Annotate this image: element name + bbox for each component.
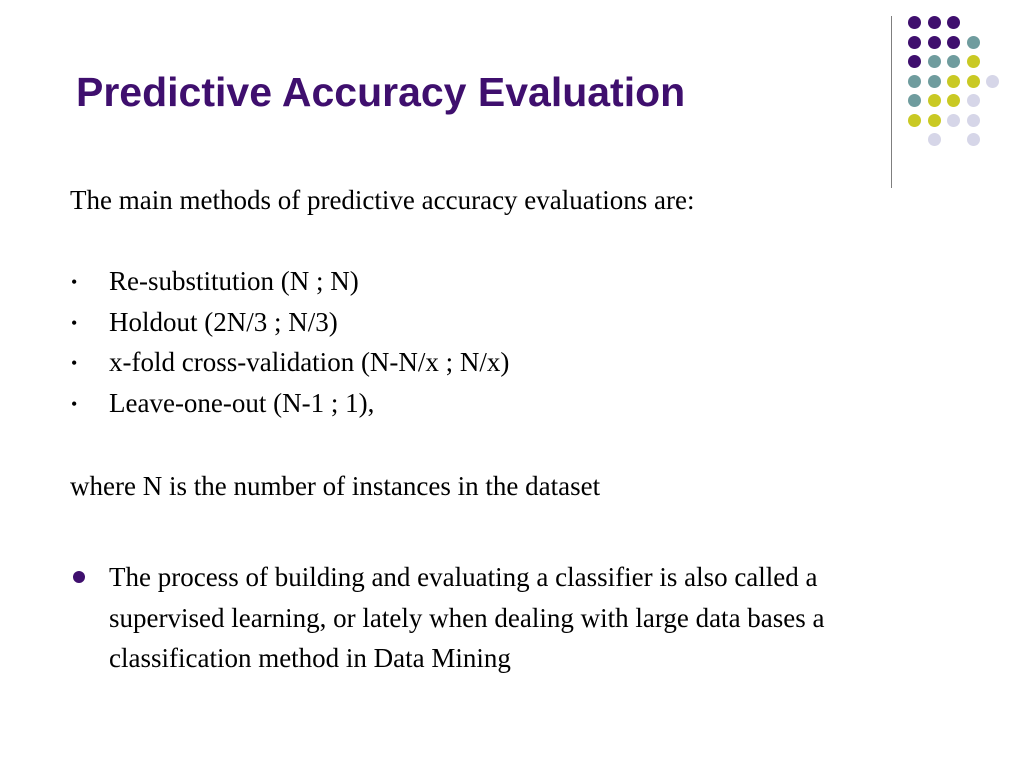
decorative-dot <box>908 75 921 88</box>
decorative-dot <box>947 55 960 68</box>
list-item <box>70 383 509 424</box>
decorative-dot <box>908 36 921 49</box>
small-bullet-icon: • <box>71 272 78 292</box>
list-item <box>70 342 509 383</box>
intro-text: The main methods of predictive accuracy evaluations are: <box>70 185 695 215</box>
decorative-dot <box>967 133 980 146</box>
method-label: x-fold cross-validation (N-N/x ; N/x) <box>109 347 510 377</box>
decorative-dot <box>986 75 999 88</box>
decorative-dot <box>967 114 980 127</box>
slide-title: Predictive Accuracy Evaluation <box>76 69 686 115</box>
method-label: Leave-one-out (N-1 ; 1), <box>109 387 375 418</box>
footnote-text: where N is the number of instances in the dataset <box>70 471 601 501</box>
decorative-dot <box>928 75 941 88</box>
decorative-dot <box>928 55 941 68</box>
list-item <box>70 261 509 302</box>
decorative-dot <box>967 55 980 68</box>
decorative-dot <box>928 133 941 146</box>
decorative-dot <box>967 75 980 88</box>
list-item <box>70 302 509 343</box>
paragraph-text: The process of building and evaluating a classifier is also called a supervised learning, or lately when dealing with large data bases a classification method in Data Mining <box>109 562 825 673</box>
method-label: Holdout (2N/3 ; N/3) <box>109 306 338 337</box>
methods-list <box>70 261 509 423</box>
decorative-dot <box>967 94 980 107</box>
decorative-dot <box>908 94 921 107</box>
decorative-dot <box>908 55 921 68</box>
decorative-dot <box>947 36 960 49</box>
title-divider <box>891 16 892 188</box>
decorative-dot <box>947 16 960 29</box>
decorative-dot <box>967 36 980 49</box>
decorative-dot <box>908 114 921 127</box>
method-label: Re-substitution (N ; N) <box>109 266 359 296</box>
decorative-dot <box>928 114 941 127</box>
small-bullet-icon: • <box>71 353 78 373</box>
decorative-dot <box>947 75 960 88</box>
decorative-dot <box>908 16 921 29</box>
bullet-paragraph <box>70 557 900 679</box>
small-bullet-icon: • <box>71 312 78 333</box>
decorative-dot <box>928 16 941 29</box>
decorative-dot <box>947 114 960 127</box>
purple-bullet-icon <box>73 571 85 583</box>
dot-grid-decoration <box>908 16 998 166</box>
small-bullet-icon: • <box>71 393 78 414</box>
decorative-dot <box>928 36 941 49</box>
decorative-dot <box>947 94 960 107</box>
decorative-dot <box>928 94 941 107</box>
